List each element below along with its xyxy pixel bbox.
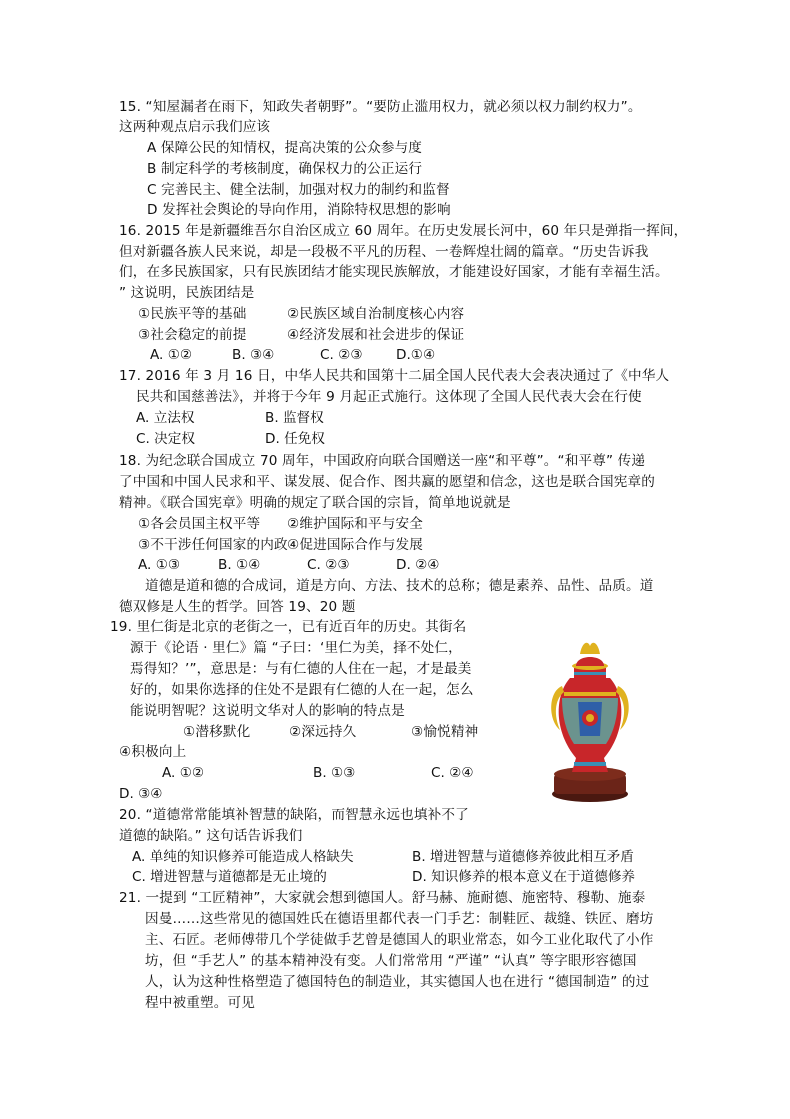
q19-stem-line-5: 能说明智呢？这说明文华对人的影响的特点是 — [130, 703, 405, 719]
q18-choice-b: B. ①④ — [218, 557, 261, 573]
q18-choice-a: A. ①③ — [138, 557, 181, 573]
q20-choice-d: D. 知识修养的根本意义在于道德修养 — [412, 869, 636, 885]
q15-stem-line-1: 15. “知屋漏者在雨下，知政失者朝野”。“要防止滥用权力，就必须以权力制约权力”。 — [119, 99, 642, 115]
q19-choice-d: D. ③④ — [119, 786, 163, 802]
q19-statement-1: ①潜移默化 — [183, 724, 251, 740]
q16-choice-c: C. ②③ — [320, 347, 363, 363]
q15-option-c: C 完善民主、健全法制，加强对权力的制约和监督 — [147, 182, 450, 198]
q18-stem-line-2: 了中国和中国人民求和平、谋发展、促合作、图共赢的愿望和信念，这也是联合国宪章的 — [119, 474, 656, 490]
q20-choice-b: B. 增进智慧与道德修养彼此相互矛盾 — [412, 849, 634, 865]
q16-stem-line-1: 16. 2015 年是新疆维吾尔自治区成立 60 周年。在历史发展长河中，60 年只是弹指一挥间， — [119, 223, 688, 239]
q18-statement-3: ③不干涉任何国家的内政 — [138, 537, 288, 553]
q15-option-d: D 发挥社会舆论的导向作用，消除特权思想的影响 — [147, 202, 451, 218]
q18-stem-line-1: 18. 为纪念联合国成立 70 周年，中国政府向联合国赠送一座“和平尊”。“和平尊” 传递 — [119, 453, 646, 469]
q21-stem-line-1: 21. 一提到 “工匠精神”，大家就会想到德国人。舒马赫、施耐德、施密特、穆勒、施泰 — [119, 890, 646, 906]
q21-stem-line-6: 程中被重塑。可见 — [145, 995, 255, 1011]
q20-stem-line-1: 20. “道德常常能填补智慧的缺陷，而智慧永远也填补不了 — [119, 807, 469, 823]
q16-stem-line-2: 但对新疆各族人民来说，却是一段极不平凡的历程、一卷辉煌壮阔的篇章。“历史告诉我 — [119, 244, 649, 260]
q18-choice-c: C. ②③ — [307, 557, 350, 573]
q17-choice-a: A. 立法权 — [136, 410, 195, 426]
q20-stem-line-2: 道德的缺陷。” 这句话告诉我们 — [119, 828, 303, 844]
intro-19-20-line-1: 道德是道和德的合成词，道是方向、方法、技术的总称；德是素养、品性、品质。道 — [145, 578, 654, 594]
q19-statement-4: ④积极向上 — [119, 744, 187, 760]
q21-stem-line-5: 人，认为这种性格塑造了德国特色的制造业，其实德国人也在进行 “德国制造” 的过 — [145, 974, 650, 990]
q18-statement-4: ④促进国际合作与发展 — [287, 537, 424, 553]
q17-stem-line-2: 民共和国慈善法》，并将于今年 9 月起正式施行。这体现了全国人民代表大会在行使 — [136, 389, 642, 405]
q19-choice-b: B. ①③ — [313, 765, 356, 781]
q16-statement-3: ③社会稳定的前提 — [138, 327, 247, 343]
q19-statement-2: ②深远持久 — [289, 724, 357, 740]
q17-choice-c: C. 决定权 — [136, 431, 195, 447]
q17-stem-line-1: 17. 2016 年 3 月 16 日，中华人民共和国第十二届全国人民代表大会表决通过了《中华人 — [119, 368, 670, 384]
q16-statement-2: ②民族区域自治制度核心内容 — [287, 306, 465, 322]
q21-stem-line-4: 坊，但 “手艺人” 的基本精神没有变。人们常常用 “严谨” “认真” 等字眼形容德国 — [145, 953, 637, 969]
q15-option-a: A 保障公民的知情权，提高决策的公众参与度 — [147, 140, 423, 156]
q17-choice-d: D. 任免权 — [265, 431, 325, 447]
q20-choice-a: A. 单纯的知识修养可能造成人格缺失 — [132, 849, 354, 865]
q16-statement-1: ①民族平等的基础 — [138, 306, 247, 322]
q21-stem-line-3: 主、石匠。老师傅带几个学徒做手艺曾是德国人的职业常态，如今工业化取代了小作 — [145, 932, 654, 948]
intro-19-20-line-2: 德双修是人生的哲学。回答 19、20 题 — [119, 599, 356, 615]
q18-statement-2: ②维护国际和平与安全 — [287, 516, 424, 532]
q19-statement-3: ③愉悦精神 — [411, 724, 479, 740]
q16-choice-d: D.①④ — [396, 347, 436, 363]
q19-stem-line-4: 好的，如果你选择的住处不是跟有仁德的人在一起，怎么 — [130, 682, 474, 698]
q19-stem-line-2: 源于《论语 · 里仁》篇 “子曰：‘里仁为美，择不处仁， — [130, 640, 462, 656]
q17-choice-b: B. 监督权 — [265, 410, 324, 426]
q18-choice-d: D. ②④ — [396, 557, 440, 573]
q15-stem-line-2: 这两种观点启示我们应该 — [119, 119, 271, 135]
q19-stem-line-1: 19. 里仁街是北京的老街之一，已有近百年的历史。其街名 — [110, 619, 467, 635]
q16-choice-a: A. ①② — [150, 347, 193, 363]
q21-stem-line-2: 因曼……这些常见的德国姓氏在德语里都代表一门手艺：制鞋匠、裁缝、铁匠、磨坊 — [145, 911, 654, 927]
q16-statement-4: ④经济发展和社会进步的保证 — [287, 327, 465, 343]
q18-stem-line-3: 精神。《联合国宪章》明确的规定了联合国的宗旨，简单地说就是 — [119, 495, 511, 511]
q16-stem-line-4: ” 这说明，民族团结是 — [119, 285, 255, 301]
q18-statement-1: ①各会员国主权平等 — [138, 516, 261, 532]
q16-choice-b: B. ③④ — [232, 347, 275, 363]
q19-choice-c: C. ②④ — [431, 765, 474, 781]
q16-stem-line-3: 们，在多民族国家，只有民族团结才能实现民族解放，才能建设好国家，才能有幸福生活。 — [119, 264, 669, 280]
q19-choice-a: A. ①② — [162, 765, 205, 781]
q19-stem-line-3: 焉得知？’”，意思是：与有仁德的人住在一起，才是最美 — [130, 661, 472, 677]
vase-image — [540, 636, 640, 806]
q20-choice-c: C. 增进智慧与道德都是无止境的 — [132, 869, 327, 885]
q15-option-b: B 制定科学的考核制度，确保权力的公正运行 — [147, 161, 423, 177]
